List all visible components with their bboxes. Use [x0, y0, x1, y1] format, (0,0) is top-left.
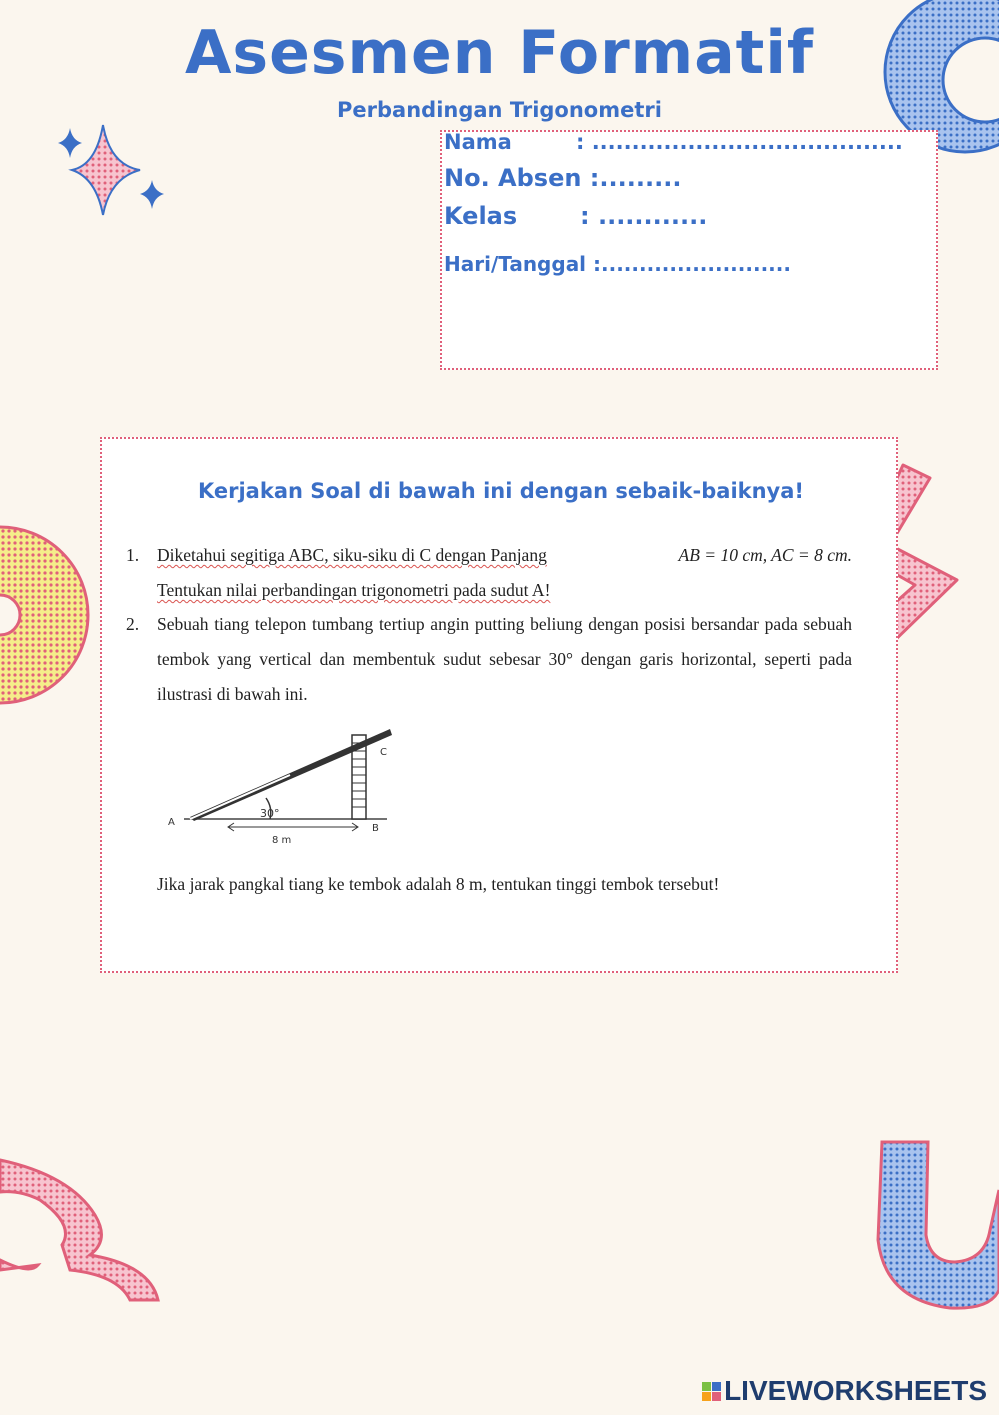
liveworksheets-logo — [702, 1375, 987, 1407]
question-1-math: AB = 10 cm, AC = 8 cm. — [678, 545, 852, 565]
angle-label: 30° — [260, 807, 280, 820]
question-1-line-2 — [157, 573, 852, 608]
absen-row — [444, 164, 681, 192]
logo-mark-icon — [702, 1382, 721, 1401]
sparkle-icon — [58, 125, 164, 215]
nama-row — [444, 130, 903, 154]
question-1-number: 1. — [126, 545, 140, 565]
page-subtitle: Perbandingan Trigonometri — [337, 98, 662, 122]
logo-text: LIVEWORKSHEETS — [724, 1375, 987, 1406]
question-1 — [126, 538, 852, 608]
point-a-label: A — [168, 817, 175, 828]
tanggal-row — [444, 252, 791, 276]
nama-field[interactable]: : ....................................... — [576, 130, 903, 154]
blue-u-shape — [878, 1142, 999, 1308]
kelas-label: Kelas — [444, 202, 518, 230]
question-1-line-1 — [157, 538, 852, 573]
question-2-text: Sebuah tiang telepon tumbang tertiup angin putting beliung dengan posisi bersandar pada sebuah tembok yang vertical dan membentuk sudut sebesar 30° dengan garis horizontal, seperti pada ilustrasi di bawah ini. — [157, 614, 852, 704]
question-1-line-2-text: Tentukan nilai perbandingan trigonometri pada sudut A! — [157, 580, 551, 600]
task-box — [100, 437, 898, 973]
instruction-heading: Kerjakan Soal di bawah ini dengan sebaik-baiknya! — [197, 479, 804, 503]
point-c-label: C — [380, 747, 387, 758]
yellow-ring-shape — [0, 527, 88, 703]
question-2-number: 2. — [126, 614, 140, 634]
question-2-followup-text: Jika jarak pangkal tiang ke tembok adalah 8 m, tentukan tinggi tembok tersebut! — [157, 874, 720, 894]
distance-label: 8 m — [272, 835, 292, 846]
ladder-figure — [162, 727, 402, 847]
pink-three-shape — [0, 1160, 158, 1300]
absen-field[interactable]: ......... — [599, 164, 682, 192]
question-2 — [126, 607, 852, 717]
absen-label: No. Absen : — [444, 164, 600, 192]
distance-arrow — [228, 823, 358, 831]
tanggal-field[interactable]: ......................... — [601, 252, 791, 276]
page-title: Asesmen Formatif — [184, 18, 815, 88]
kelas-row — [444, 202, 707, 230]
kelas-field[interactable]: : ............ — [580, 202, 708, 230]
nama-label: Nama — [444, 130, 512, 154]
identity-box — [440, 130, 938, 370]
question-1-text: Diketahui segitiga ABC, siku-siku di C dengan Panjang — [157, 545, 547, 565]
tanggal-label: Hari/Tanggal : — [444, 252, 602, 276]
point-b-label: B — [372, 823, 379, 834]
